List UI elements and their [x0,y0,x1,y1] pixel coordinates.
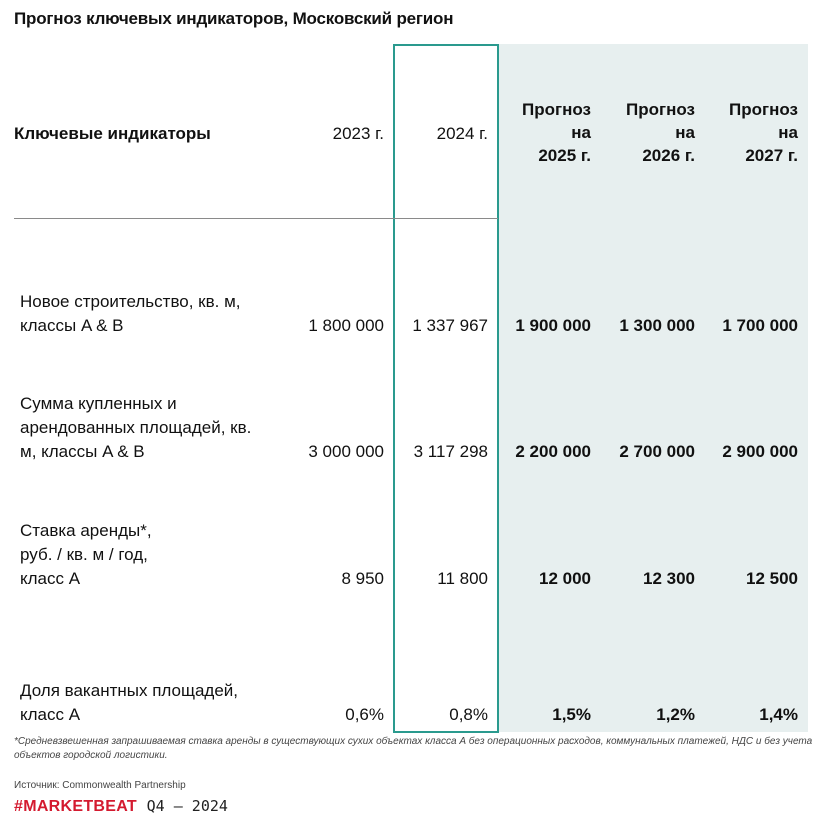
row-new-construction-2024: 1 337 967 [412,316,488,335]
footnote: *Средневзвешенная запрашиваемая ставка аренды в существующих сухих объектах класса А без операционных расходов, коммунальных платежей, НДС и без учета объектов городской логистики. [14,736,813,761]
row-rent-rate-2027: 12 500 [746,569,798,588]
row-take-up-2027: 2 900 000 [722,442,798,461]
row-take-up-2023: 3 000 000 [308,442,384,461]
row-vacancy-2025: 1,5% [552,705,591,724]
row-new-construction-2023: 1 800 000 [308,316,384,335]
marketbeat-logo: #MARKETBEAT [14,798,138,815]
row-new-construction-2027: 1 700 000 [722,316,798,335]
row-take-up-2024: 3 117 298 [413,442,488,461]
header-divider [14,218,498,219]
header-forecast-2027: Прогноз на 2027 г. [729,100,798,165]
year-2024-highlight [393,44,499,733]
row-new-construction-label: Новое строительство, кв. м, классы A & B [20,292,241,335]
row-rent-rate-2024: 11 800 [437,569,488,588]
row-vacancy-2023: 0,6% [345,705,384,724]
row-rent-rate-label: Ставка аренды*, руб. / кв. м / год, класс A [20,521,152,588]
header-key-indicators: Ключевые индикаторы [14,124,211,143]
row-take-up-2025: 2 200 000 [515,442,591,461]
row-vacancy-label: Доля вакантных площадей, класс A [20,681,239,724]
header-year-2024: 2024 г. [436,124,488,143]
row-vacancy-2027: 1,4% [759,705,798,724]
report-period: Q4 – 2024 [146,797,228,815]
row-new-construction-2026: 1 300 000 [619,316,695,335]
header-forecast-2025: Прогноз на 2025 г. [522,100,591,165]
header-forecast-2026: Прогноз на 2026 г. [626,100,695,165]
source-note: Источник: Commonwealth Partnership [14,780,186,791]
row-take-up-2026: 2 700 000 [619,442,695,461]
row-rent-rate-2026: 12 300 [643,569,695,588]
row-take-up-label: Сумма купленных и арендованных площадей, кв. м, классы A & B [20,394,252,461]
brand-footer [14,796,228,816]
row-vacancy-2024: 0,8% [449,705,488,724]
header-year-2023: 2023 г. [332,124,384,143]
row-rent-rate-2025: 12 000 [539,569,591,588]
row-vacancy-2026: 1,2% [656,705,695,724]
row-new-construction-2025: 1 900 000 [515,316,591,335]
page-title: Прогноз ключевых индикаторов, Московский регион [14,9,454,28]
row-rent-rate-2023: 8 950 [341,569,384,588]
